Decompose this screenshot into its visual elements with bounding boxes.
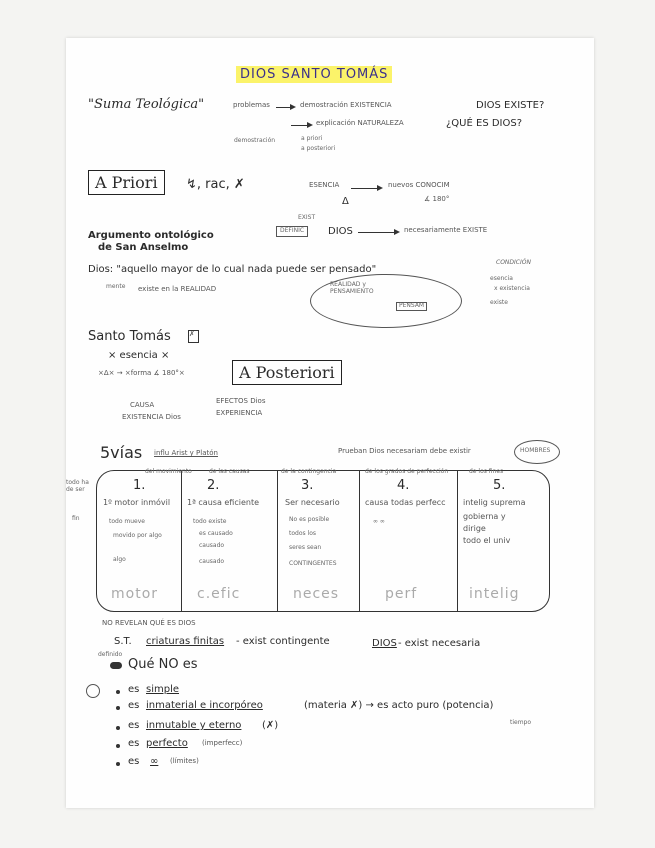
via-ghost: perf xyxy=(385,586,418,602)
via-line: causado xyxy=(199,558,225,565)
via-ghost: c.efic xyxy=(197,586,241,602)
cita-anselmo: Dios: "aquello mayor de lo cual nada puede ser pensado" xyxy=(88,264,377,275)
column-divider xyxy=(457,471,458,611)
via-line: ∞ ∞ xyxy=(373,518,385,525)
rac-label: ↯, rac, ✗ xyxy=(186,177,245,192)
via-head: del movimiento xyxy=(145,468,192,475)
via-line: gobierna y xyxy=(463,512,506,521)
demostracion-label: demostración xyxy=(234,137,276,144)
arrow xyxy=(351,188,381,189)
via-number: 3. xyxy=(301,478,314,493)
item-suffix: (imperfecc) xyxy=(202,739,243,747)
via-number: 4. xyxy=(397,478,410,493)
bullet-icon xyxy=(116,690,120,694)
via-line: No es posible xyxy=(289,516,330,523)
via-title: causa todas perfecc xyxy=(365,498,446,507)
delta-symbol: Δ xyxy=(342,196,349,207)
existe-small: existe xyxy=(490,299,508,306)
exist-necesaria: - exist necesaria xyxy=(398,638,481,649)
san-anselmo: de San Anselmo xyxy=(98,242,189,253)
hombres-label: HOMBRES xyxy=(520,447,551,454)
bullet-icon xyxy=(116,726,120,730)
via-line: causado xyxy=(199,542,225,549)
necesariamente-existe: necesariamente EXISTE xyxy=(404,226,488,234)
minus-oval-icon xyxy=(110,662,122,669)
column-divider xyxy=(359,471,360,611)
existencia-small: x existencia xyxy=(494,285,530,292)
check-box-x: ✗ xyxy=(188,330,199,343)
item-prefix: es xyxy=(128,700,140,711)
via-ghost: motor xyxy=(111,586,159,602)
dios-label-bottom: DIOS xyxy=(372,638,397,649)
a-priori-small: a priori xyxy=(301,135,323,142)
existe-tag: EXIST xyxy=(298,214,316,221)
bullet-icon xyxy=(116,706,120,710)
item-suffix: (límites) xyxy=(170,757,199,765)
via-title: 1ª causa eficiente xyxy=(187,498,260,507)
item-keyword: simple xyxy=(146,684,180,695)
experiencia-label: EXPERIENCIA xyxy=(216,409,263,417)
via-line: todo existe xyxy=(193,518,227,525)
item-keyword: perfecto xyxy=(146,738,188,749)
item-suffix: (✗) xyxy=(262,720,279,731)
via-number: 1. xyxy=(133,478,146,493)
arrow xyxy=(358,232,398,233)
que-no-es: Qué NO es xyxy=(128,657,198,672)
via-title: Ser necesario xyxy=(285,498,340,507)
via-line: CONTINGENTES xyxy=(289,560,337,567)
realidad-pensamiento: REALIDAD y PENSAMIENTO xyxy=(330,281,374,295)
via-head: de los grados de perfección xyxy=(365,468,449,475)
via-line: todo mueve xyxy=(109,518,145,525)
item-prefix: es xyxy=(128,756,140,767)
via-line: seres sean xyxy=(289,544,322,551)
page-title: DIOS SANTO TOMÁS xyxy=(236,68,392,82)
side-note-fin: fin xyxy=(72,515,80,522)
st-label: S.T. xyxy=(114,636,132,647)
item-prefix: es xyxy=(128,720,140,731)
column-divider xyxy=(181,471,182,611)
via-ghost: neces xyxy=(293,586,340,602)
notebook-page xyxy=(66,38,594,808)
que-es-dios: ¿QUÉ ES DIOS? xyxy=(446,118,523,129)
no-revelan: NO REVELAN QUÉ ES DIOS xyxy=(102,619,196,627)
via-number: 2. xyxy=(207,478,220,493)
via-line: algo xyxy=(113,556,126,563)
bullet-icon xyxy=(116,744,120,748)
existe-realidad: existe en la REALIDAD xyxy=(138,285,217,293)
definic-box: DEFINIC xyxy=(276,226,308,237)
prueban-dios: Prueban Dios necesariam debe existir xyxy=(338,447,471,455)
via-ghost: intelig xyxy=(469,586,520,602)
dios-existe: DIOS EXISTE? xyxy=(476,100,545,111)
via-line: todos los xyxy=(289,530,316,537)
via-line: es causado xyxy=(199,530,233,537)
item-prefix: es xyxy=(128,738,140,749)
exist-contingente: - exist contingente xyxy=(236,636,330,647)
dios-label: DIOS xyxy=(328,226,353,237)
esencia-small: esencia xyxy=(490,275,513,282)
condicion-label: CONDICIÓN xyxy=(496,259,531,266)
suma-teologica: "Suma Teológica" xyxy=(88,97,205,112)
vias-table xyxy=(96,470,550,612)
via-title: 1º motor inmóvil xyxy=(103,498,171,507)
item-suffix: (materia ✗) → es acto puro (potencia) xyxy=(304,700,494,711)
item-keyword: ∞ xyxy=(150,756,159,767)
argumento-ontologico: Argumento ontológico xyxy=(88,230,214,241)
pensam-box: PENSAM xyxy=(396,302,427,311)
via-head: de la contingencia xyxy=(281,468,337,475)
x-forma-line: ×Δ× → ×forma ∡ 180°× xyxy=(98,369,185,377)
problemas-label: problemas xyxy=(233,101,270,109)
item-prefix: es xyxy=(128,684,140,695)
tiempo-note: tiempo xyxy=(510,719,532,726)
column-divider xyxy=(277,471,278,611)
influ-arist-platon: influ Arist y Platón xyxy=(154,449,218,457)
x-esencia: × esencia × xyxy=(108,350,170,361)
santo-tomas-label: Santo Tomás xyxy=(88,329,171,344)
via-line: movido por algo xyxy=(113,532,162,539)
definido-label: definido xyxy=(98,651,123,658)
arrow xyxy=(291,125,311,126)
item-keyword: inmaterial e incorpóreo xyxy=(146,700,263,711)
efectos-dios: EFECTOS Dios xyxy=(216,397,266,405)
esencia-label: ESENCIA xyxy=(309,181,340,189)
via-head: de los fines xyxy=(469,468,504,475)
via-number: 5. xyxy=(493,478,506,493)
a-posteriori-box: A Posteriori xyxy=(232,360,342,385)
via-line: todo el univ xyxy=(463,536,511,545)
criaturas-finitas: criaturas finitas xyxy=(146,636,225,647)
item-keyword: inmutable y eterno xyxy=(146,720,242,731)
via-head: de las causas xyxy=(209,468,250,475)
nuevos-conocim: nuevos CONOCIM xyxy=(388,181,450,189)
explicacion-naturaleza: explicación NATURALEZA xyxy=(316,119,404,127)
demostracion-existencia: demostración EXISTENCIA xyxy=(300,101,392,109)
via-title: intelig suprema xyxy=(463,498,526,507)
bullet-icon xyxy=(116,762,120,766)
via-line: dirige xyxy=(463,524,486,533)
side-note-todo: todo ha de ser xyxy=(66,479,89,493)
mente-label: mente xyxy=(106,283,126,290)
arrow xyxy=(276,107,294,108)
angle-180: ∡ 180° xyxy=(424,195,450,203)
a-priori-box: A Priori xyxy=(88,170,165,195)
a-posteriori-small: a posteriori xyxy=(301,145,336,152)
cinco-vias-label: 5vías xyxy=(100,443,143,462)
circle-marker-icon xyxy=(86,684,100,698)
existencia-dios: EXISTENCIA Dios xyxy=(122,413,181,421)
causa-label: CAUSA xyxy=(130,401,155,409)
